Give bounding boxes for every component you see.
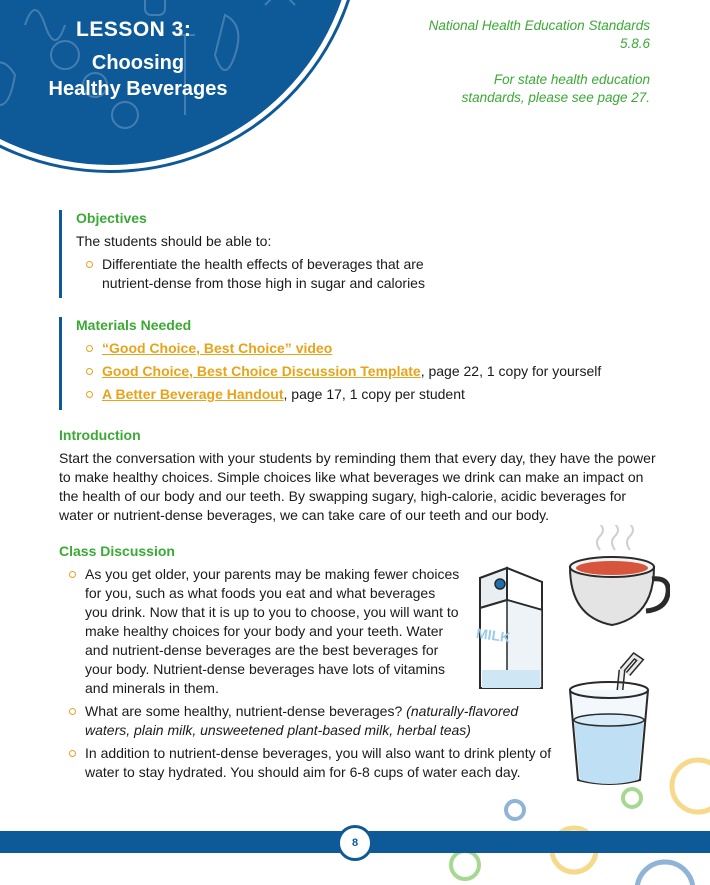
discussion-template-link[interactable]: Good Choice, Best Choice Discussion Template (102, 363, 421, 379)
objectives-intro: The students should be able to: (76, 233, 272, 249)
list-item: What are some healthy, nutrient-dense beverages? (naturally-flavored waters, plain milk, unsweetened plant-based milk, herbal teas) (59, 702, 525, 740)
standards-line2: 5.8.6 (619, 36, 650, 51)
milk-carton-illustration (462, 560, 552, 695)
objectives-list (76, 255, 476, 293)
lesson-title-line1: Choosing (91, 52, 185, 74)
introduction-text: Start the conversation with your students by reminding them that every day, they have the power to make healthy choices. Simple choices like what beverages we drink can make an impact on the health of our body and our teeth. By swapping sugary, high-calorie, acidic beverages for water or nutrient-dense beverages, we can take care of our teeth and our body. (59, 450, 656, 523)
state-line2: standards, please see page 27. (461, 90, 650, 105)
state-line1: For state health education (493, 72, 650, 87)
materials-list (76, 339, 636, 404)
objectives-heading: Objectives (76, 210, 147, 226)
list-item: A Better Beverage Handout, page 17, 1 copy per student (76, 385, 636, 404)
introduction-heading: Introduction (59, 427, 141, 443)
materials-section (59, 317, 636, 410)
lesson-number: LESSON 3: (76, 18, 192, 41)
milk-label: MILK (475, 624, 512, 646)
list-item (76, 339, 636, 358)
page-number: 8 (337, 825, 373, 861)
standards-line1: National Health Education Standards (428, 18, 650, 33)
introduction-section (59, 427, 659, 525)
list-item: In addition to nutrient-dense beverages, you will also want to drink plenty of water to stay hydrated. You should aim for 6-8 cups of water each day. (59, 744, 585, 782)
decorative-circles (440, 750, 710, 885)
objectives-section (59, 210, 476, 298)
list-item: Good Choice, Best Choice Discussion Template, page 22, 1 copy for yourself (76, 362, 636, 381)
materials-heading: Materials Needed (76, 317, 192, 333)
lesson-title (28, 50, 248, 102)
video-link[interactable]: “Good Choice, Best Choice” video (102, 340, 333, 356)
list-item: As you get older, your parents may be making fewer choices for you, such as what foods you eat and what beverages you drink. Now that it is up to you to choose, you will want to make healthy choices for your body and your teeth. Water and nutrient-dense beverages are the best beverages for your body. Nutrient-dense beverages have lots of vitamins and minerals in them. (59, 565, 461, 698)
standards-note (350, 17, 650, 107)
beverage-handout-link[interactable]: A Better Beverage Handout (102, 386, 284, 402)
tea-cup-illustration (560, 525, 670, 635)
lesson-title-line2: Healthy Beverages (48, 78, 228, 100)
discussion-heading: Class Discussion (59, 543, 175, 559)
list-item: Differentiate the health effects of beverages that are nutrient-dense from those high in sugar and calories (76, 255, 442, 293)
